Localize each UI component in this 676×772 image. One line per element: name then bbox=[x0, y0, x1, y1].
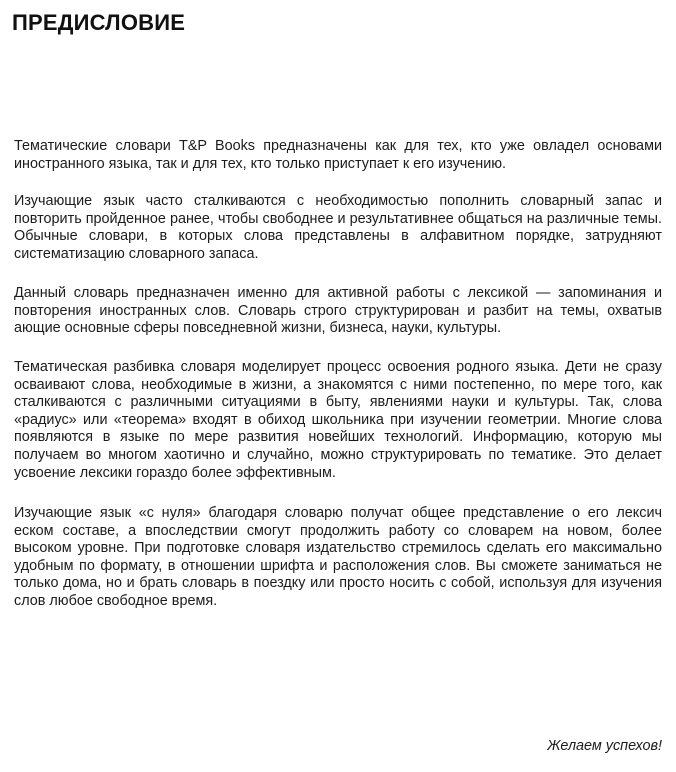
paragraph-thematic-division: Тематическая разбивка словаря моделирует процесс освоения родного языка. Дети не сразу осваивают слова, необходимые в жизни, а знакомятся с ними постепенно, по мере того, как сталкиваются с различными ситуациями в быту, явлениями науки и культуры. Так, слова «радиус» или «теорема» входят в обиход школьника при изучении геометрии. Многие слова появляются в языке по мере развития новейших технологий. Информацию, которую мы получаем во многом хаотично и случайно, можно структурировать по тематике. Это делает усвоение лексики гораздо более эффективным. bbox=[14, 359, 662, 481]
paragraph-intro: Тематические словари T&P Books предназначены как для тех, кто уже овладел основами иностранного языка, так и для тех, кто только приступает к его изучению. bbox=[14, 138, 662, 172]
paragraph-vocabulary-need: Изучающие язык часто сталкиваются с необходимостью пополнить словарный запас и повторить пройденное ранее, чтобы свободнее и результативнее общаться на различные темы. Обычные словари, в которых слова представлены в алфавитном порядке, затрудняют систематизацию словарного запаса. bbox=[14, 193, 662, 262]
closing-wish: Желаем успехов! bbox=[547, 738, 662, 754]
paragraph-dictionary-purpose: Данный словарь предназначен именно для активной работы с лексикой — запоминания и повторения иностранных слов. Словарь строго структурирован и разбит на темы, охватыв ающие основные сферы повседневной жизни, бизнеса, науки, культуры. bbox=[14, 285, 662, 337]
page-title: ПРЕДИСЛОВИЕ bbox=[12, 10, 186, 35]
paragraph-from-scratch: Изучающие язык «с нуля» благодаря словарю получат общее представление о его лексич еском составе, а впоследствии смогут продолжить работу со словарем на новом, более высоком уровне. При подготовке словаря издательство стремилось сделать его максимально удобным по формату, в отношении шрифта и расположения слов. Вы сможете заниматься не только дома, но и брать словарь в поездку или просто носить с собой, используя для изучения слов любое свободное время. bbox=[14, 505, 662, 609]
